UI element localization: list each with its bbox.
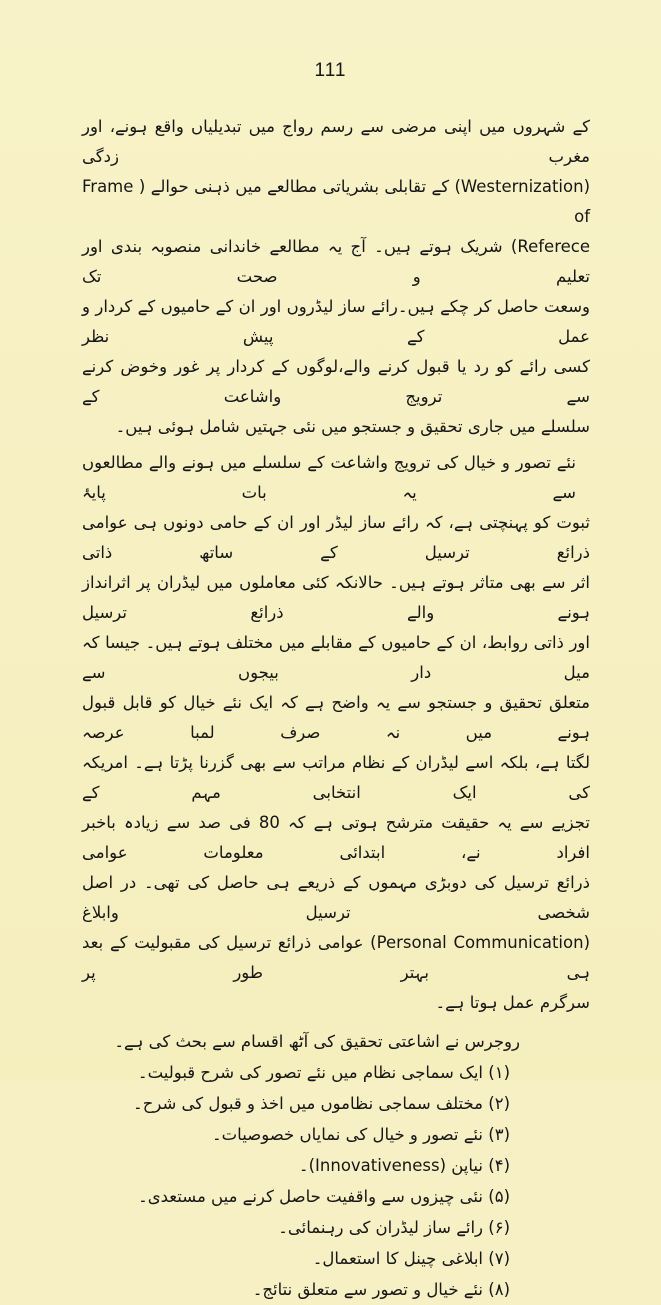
text-line: کسی رائے کو رد یا قبول کرنے والے،لوگوں کے کردار پر غور وخوض کرنے سے ترویج واشاعت کے xyxy=(82,357,590,406)
text-line: کے شہروں میں اپنی مرضی سے رسم رواج میں تبدیلیاں واقع ہونے، اور مغرب زدگی xyxy=(82,117,590,166)
list-items xyxy=(82,1057,590,1305)
list-item: (۵) نئی چیزوں سے واقفیت حاصل کرنے میں مستعدی۔ xyxy=(138,1187,510,1206)
text-line: نئے تصور و خیال کی ترویج واشاعت کے سلسلے میں ہونے والے مطالعوں سے یہ بات پایۂ xyxy=(82,453,576,502)
paragraph-1 xyxy=(82,112,590,442)
list-item: (۳) نئے تصور و خیال کی نمایاں خصوصیات۔ xyxy=(211,1125,510,1144)
text-line: (Personal Communication) عوامی ذرائع ترسیل کی مقبولیت کے بعد ہی بہتر طور پر xyxy=(82,933,590,982)
text-line: اثر سے بھی متاثر ہوتے ہیں۔ حالانکہ کئی معاملوں میں لیڈران پر اثرانداز ہونے والے ذرائع ترسیل xyxy=(82,573,590,622)
text-line: ذرائع ترسیل کی دوبڑی مہموں کے ذریعے ہی حاصل کی تھی۔ در اصل شخصی ترسیل وابلاغ xyxy=(82,873,590,922)
page-body xyxy=(82,112,590,1305)
list-intro: روجرس نے اشاعتی تحقیق کی آٹھ اقسام سے بحث کی ہے۔ xyxy=(114,1032,520,1051)
list-item: (۴) نیاپن (Innovativeness)۔ xyxy=(298,1156,510,1175)
list-item: (۶) رائے ساز لیڈران کی رہنمائی۔ xyxy=(278,1218,510,1237)
text-line: سرگرم عمل ہوتا ہے۔ xyxy=(435,993,590,1012)
list-item: (۱) ایک سماجی نظام میں نئے تصور کی شرح قبولیت۔ xyxy=(137,1063,510,1082)
text-line: ثبوت کو پہنچتی ہے، کہ رائے ساز لیڈر اور ان کے حامی دونوں ہی عوامی ذرائع ترسیل کے ساتھ ذاتی xyxy=(82,513,590,562)
text-line: وسعت حاصل کر چکے ہیں۔رائے ساز لیڈروں اور ان کے حامیوں کے کردار و عمل کے پیش نظر xyxy=(82,297,590,346)
text-line: سلسلے میں جاری تحقیق و جستجو میں نئی جہتیں شامل ہوئی ہیں۔ xyxy=(115,417,590,436)
text-line: متعلق تحقیق و جستجو سے یہ واضح ہے کہ ایک نئے خیال کو قابل قبول ہونے میں نہ صرف لمبا عرصہ xyxy=(82,693,590,742)
list-item: (۷) ابلاغی چینل کا استعمال۔ xyxy=(312,1249,510,1268)
page-number: 111 xyxy=(314,60,347,81)
text-line: لگتا ہے، بلکہ اسے لیڈران کے نظام مراتب سے بھی گزرنا پڑتا ہے۔ امریکہ کی ایک انتخابی مہم کے xyxy=(82,753,590,802)
text-line: (Westernization) کے تقابلی بشریاتی مطالعے میں ذہنی حوالے ( Frame of xyxy=(82,177,590,226)
research-types-list xyxy=(82,1026,590,1305)
text-line: اور ذاتی روابط، ان کے حامیوں کے مقابلے میں مختلف ہوتے ہیں۔ جیسا کہ میل دار بیجوں سے xyxy=(82,633,590,682)
text-line: تجزیے سے یہ حقیقت مترشح ہوتی ہے کہ 80 فی صد سے زیادہ باخبر افراد نے، ابتدائی معلومات عوامی xyxy=(82,813,590,862)
paragraph-2 xyxy=(82,448,590,1018)
list-item: (۸) نئے خیال و تصور سے متعلق نتائج۔ xyxy=(252,1280,510,1299)
text-line: Referece) شریک ہوتے ہیں۔ آج یہ مطالعے خاندانی منصوبہ بندی اور تعلیم و صحت تک xyxy=(82,237,590,286)
list-item: (۲) مختلف سماجی نظاموں میں اخذ و قبول کی شرح۔ xyxy=(133,1094,510,1113)
